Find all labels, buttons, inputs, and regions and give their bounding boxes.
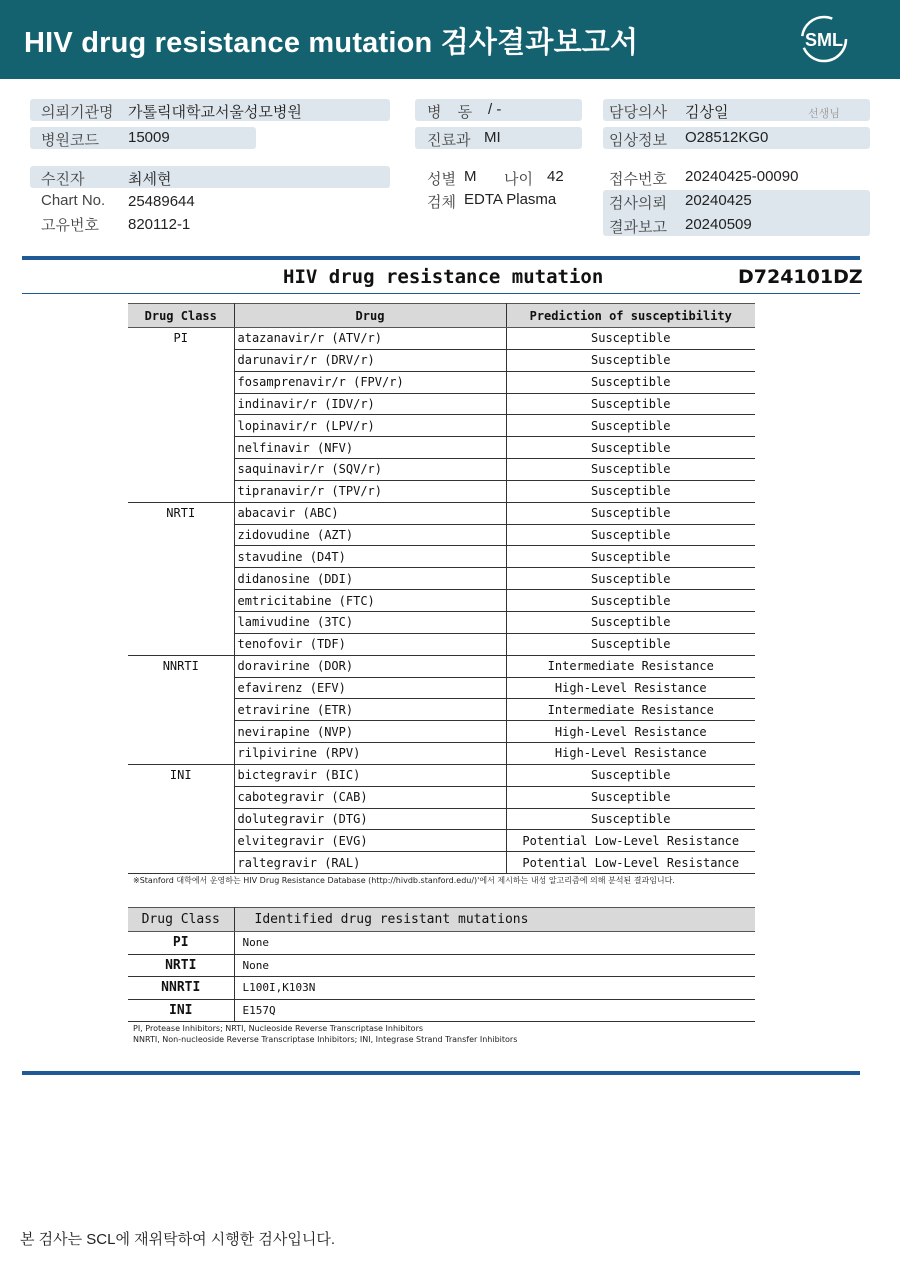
specimen-value: EDTA Plasma	[464, 191, 557, 208]
drug-name-cell: fosamprenavir/r (FPV/r)	[234, 371, 506, 393]
ward-label: 병 동	[427, 104, 479, 121]
drug-name-cell: atazanavir/r (ATV/r)	[234, 328, 506, 350]
chart-no-value: 25489644	[128, 193, 195, 210]
mutation-class: PI	[128, 932, 234, 955]
table-row	[128, 977, 755, 1000]
prediction-cell: High-Level Resistance	[506, 677, 755, 699]
drug-class-cell: NRTI	[128, 502, 234, 655]
mutation-header-class: Drug Class	[128, 908, 234, 932]
report-code: D724101DZ	[738, 266, 863, 288]
patient-label: 수진자	[41, 171, 85, 188]
mutation-class: INI	[128, 999, 234, 1022]
mutation-header-mutations: Identified drug resistant mutations	[234, 908, 755, 932]
department-label: 진료과	[427, 132, 471, 149]
patient-value: 최세현	[128, 171, 172, 188]
prediction-cell: Susceptible	[506, 546, 755, 568]
department-value: MI	[484, 129, 501, 146]
mutation-value: L100I,K103N	[234, 977, 755, 1000]
prediction-cell: Susceptible	[506, 764, 755, 786]
report-title: HIV drug resistance mutation	[283, 266, 604, 288]
prediction-cell: Susceptible	[506, 568, 755, 590]
institution-value: 가톨릭대학교서울성모병원	[128, 104, 302, 121]
chart-no-label: Chart No.	[41, 192, 106, 209]
receipt-no-label: 접수번호	[609, 171, 667, 188]
drug-name-cell: lopinavir/r (LPV/r)	[234, 415, 506, 437]
table-row	[128, 999, 755, 1022]
prediction-cell: Susceptible	[506, 611, 755, 633]
report-date-label: 결과보고	[609, 219, 667, 236]
drug-name-cell: bictegravir (BIC)	[234, 764, 506, 786]
table-row	[128, 932, 755, 955]
drug-name-cell: tenofovir (TDF)	[234, 633, 506, 655]
unique-id-value: 820112-1	[128, 216, 191, 233]
prediction-cell: Potential Low-Level Resistance	[506, 852, 755, 874]
prediction-cell: High-Level Resistance	[506, 721, 755, 743]
drug-name-cell: didanosine (DDI)	[234, 568, 506, 590]
drug-name-cell: etravirine (ETR)	[234, 699, 506, 721]
prediction-cell: Susceptible	[506, 633, 755, 655]
drug-name-cell: dolutegravir (DTG)	[234, 808, 506, 830]
ward-value: / -	[488, 101, 502, 118]
prediction-cell: Susceptible	[506, 437, 755, 459]
prediction-cell: Susceptible	[506, 590, 755, 612]
drug-name-cell: nevirapine (NVP)	[234, 721, 506, 743]
drug-name-cell: darunavir/r (DRV/r)	[234, 349, 506, 371]
prediction-cell: Potential Low-Level Resistance	[506, 830, 755, 852]
unique-id-label: 고유번호	[41, 217, 99, 234]
bottom-divider	[22, 1071, 860, 1075]
mutation-class: NNRTI	[128, 977, 234, 1000]
prediction-cell: Intermediate Resistance	[506, 699, 755, 721]
outsourcing-note: 본 검사는 SCL에 재위탁하여 시행한 검사입니다.	[20, 1231, 336, 1248]
table-row	[128, 502, 755, 524]
drug-name-cell: doravirine (DOR)	[234, 655, 506, 677]
drug-class-cell: NNRTI	[128, 655, 234, 764]
prediction-cell: Susceptible	[506, 328, 755, 350]
table-row	[128, 764, 755, 786]
abbreviation-line-1: PI, Protease Inhibitors; NRTI, Nucleoside Reverse Transcriptase Inhibitors	[133, 1024, 424, 1033]
drug-class-cell: INI	[128, 764, 234, 873]
drug-name-cell: cabotegravir (CAB)	[234, 786, 506, 808]
logo-text: SML	[805, 30, 843, 50]
specimen-label: 검체	[427, 194, 456, 211]
header-drug: Drug	[234, 304, 506, 328]
request-date-value: 20240425	[685, 192, 752, 209]
doctor-label: 담당의사	[609, 104, 667, 121]
drug-name-cell: lamivudine (3TC)	[234, 611, 506, 633]
title-underline	[22, 293, 860, 294]
prediction-cell: Intermediate Resistance	[506, 655, 755, 677]
prediction-cell: Susceptible	[506, 415, 755, 437]
request-date-label: 검사의뢰	[609, 195, 667, 212]
prediction-cell: Susceptible	[506, 808, 755, 830]
mutation-class: NRTI	[128, 954, 234, 977]
drug-susceptibility-table	[128, 303, 755, 874]
abbreviation-line-2: NNRTI, Non-nucleoside Reverse Transcriptase Inhibitors; INI, Integrase Strand Transfer Inhibitors	[133, 1035, 518, 1044]
patient-info	[0, 0, 900, 240]
age-label: 나이	[504, 171, 533, 188]
drug-name-cell: rilpivirine (RPV)	[234, 743, 506, 765]
mutation-value: None	[234, 954, 755, 977]
stanford-footnote: ※Stanford 대학에서 운영하는 HIV Drug Resistance Database (http://hivdb.stanford.edu/)'에서 제시하는 내성 알고리즘에 의해 분석된 결과임니다.	[133, 876, 675, 885]
drug-name-cell: efavirenz (EFV)	[234, 677, 506, 699]
hospital-code-label: 병원코드	[41, 132, 99, 149]
prediction-cell: Susceptible	[506, 371, 755, 393]
age-value: 42	[547, 168, 564, 185]
prediction-cell: High-Level Resistance	[506, 743, 755, 765]
clinical-info-value: O28512KG0	[685, 129, 769, 146]
drug-name-cell: tipranavir/r (TPV/r)	[234, 480, 506, 502]
drug-name-cell: indinavir/r (IDV/r)	[234, 393, 506, 415]
doctor-value: 김상일	[685, 104, 729, 121]
prediction-cell: Susceptible	[506, 459, 755, 481]
prediction-cell: Susceptible	[506, 502, 755, 524]
header-prediction: Prediction of susceptibility	[506, 304, 755, 328]
drug-name-cell: emtricitabine (FTC)	[234, 590, 506, 612]
drug-name-cell: raltegravir (RAL)	[234, 852, 506, 874]
table-row	[128, 954, 755, 977]
drug-name-cell: abacavir (ABC)	[234, 502, 506, 524]
report-date-value: 20240509	[685, 216, 752, 233]
institution-label: 의뢰기관명	[41, 104, 114, 121]
doctor-suffix: 선생님	[808, 108, 840, 120]
drug-name-cell: saquinavir/r (SQV/r)	[234, 459, 506, 481]
drug-name-cell: elvitegravir (EVG)	[234, 830, 506, 852]
clinical-info-label: 임상정보	[609, 132, 667, 149]
prediction-cell: Susceptible	[506, 786, 755, 808]
sex-value: M	[464, 168, 477, 185]
drug-name-cell: nelfinavir (NFV)	[234, 437, 506, 459]
header-title: HIV drug resistance mutation 검사결과보고서	[24, 27, 639, 59]
drug-name-cell: zidovudine (AZT)	[234, 524, 506, 546]
abbreviation-footnote	[133, 1023, 773, 1045]
header-drug-class: Drug Class	[128, 304, 234, 328]
table-row	[128, 655, 755, 677]
drug-class-cell: PI	[128, 328, 234, 503]
prediction-cell: Susceptible	[506, 524, 755, 546]
mutation-value: E157Q	[234, 999, 755, 1022]
sex-label: 성별	[427, 171, 456, 188]
top-divider	[22, 256, 860, 260]
table-row	[128, 328, 755, 350]
receipt-no-value: 20240425-00090	[685, 168, 799, 185]
prediction-cell: Susceptible	[506, 349, 755, 371]
mutation-table	[128, 907, 755, 1022]
drug-name-cell: stavudine (D4T)	[234, 546, 506, 568]
prediction-cell: Susceptible	[506, 393, 755, 415]
mutation-value: None	[234, 932, 755, 955]
prediction-cell: Susceptible	[506, 480, 755, 502]
hospital-code-value: 15009	[128, 129, 170, 146]
